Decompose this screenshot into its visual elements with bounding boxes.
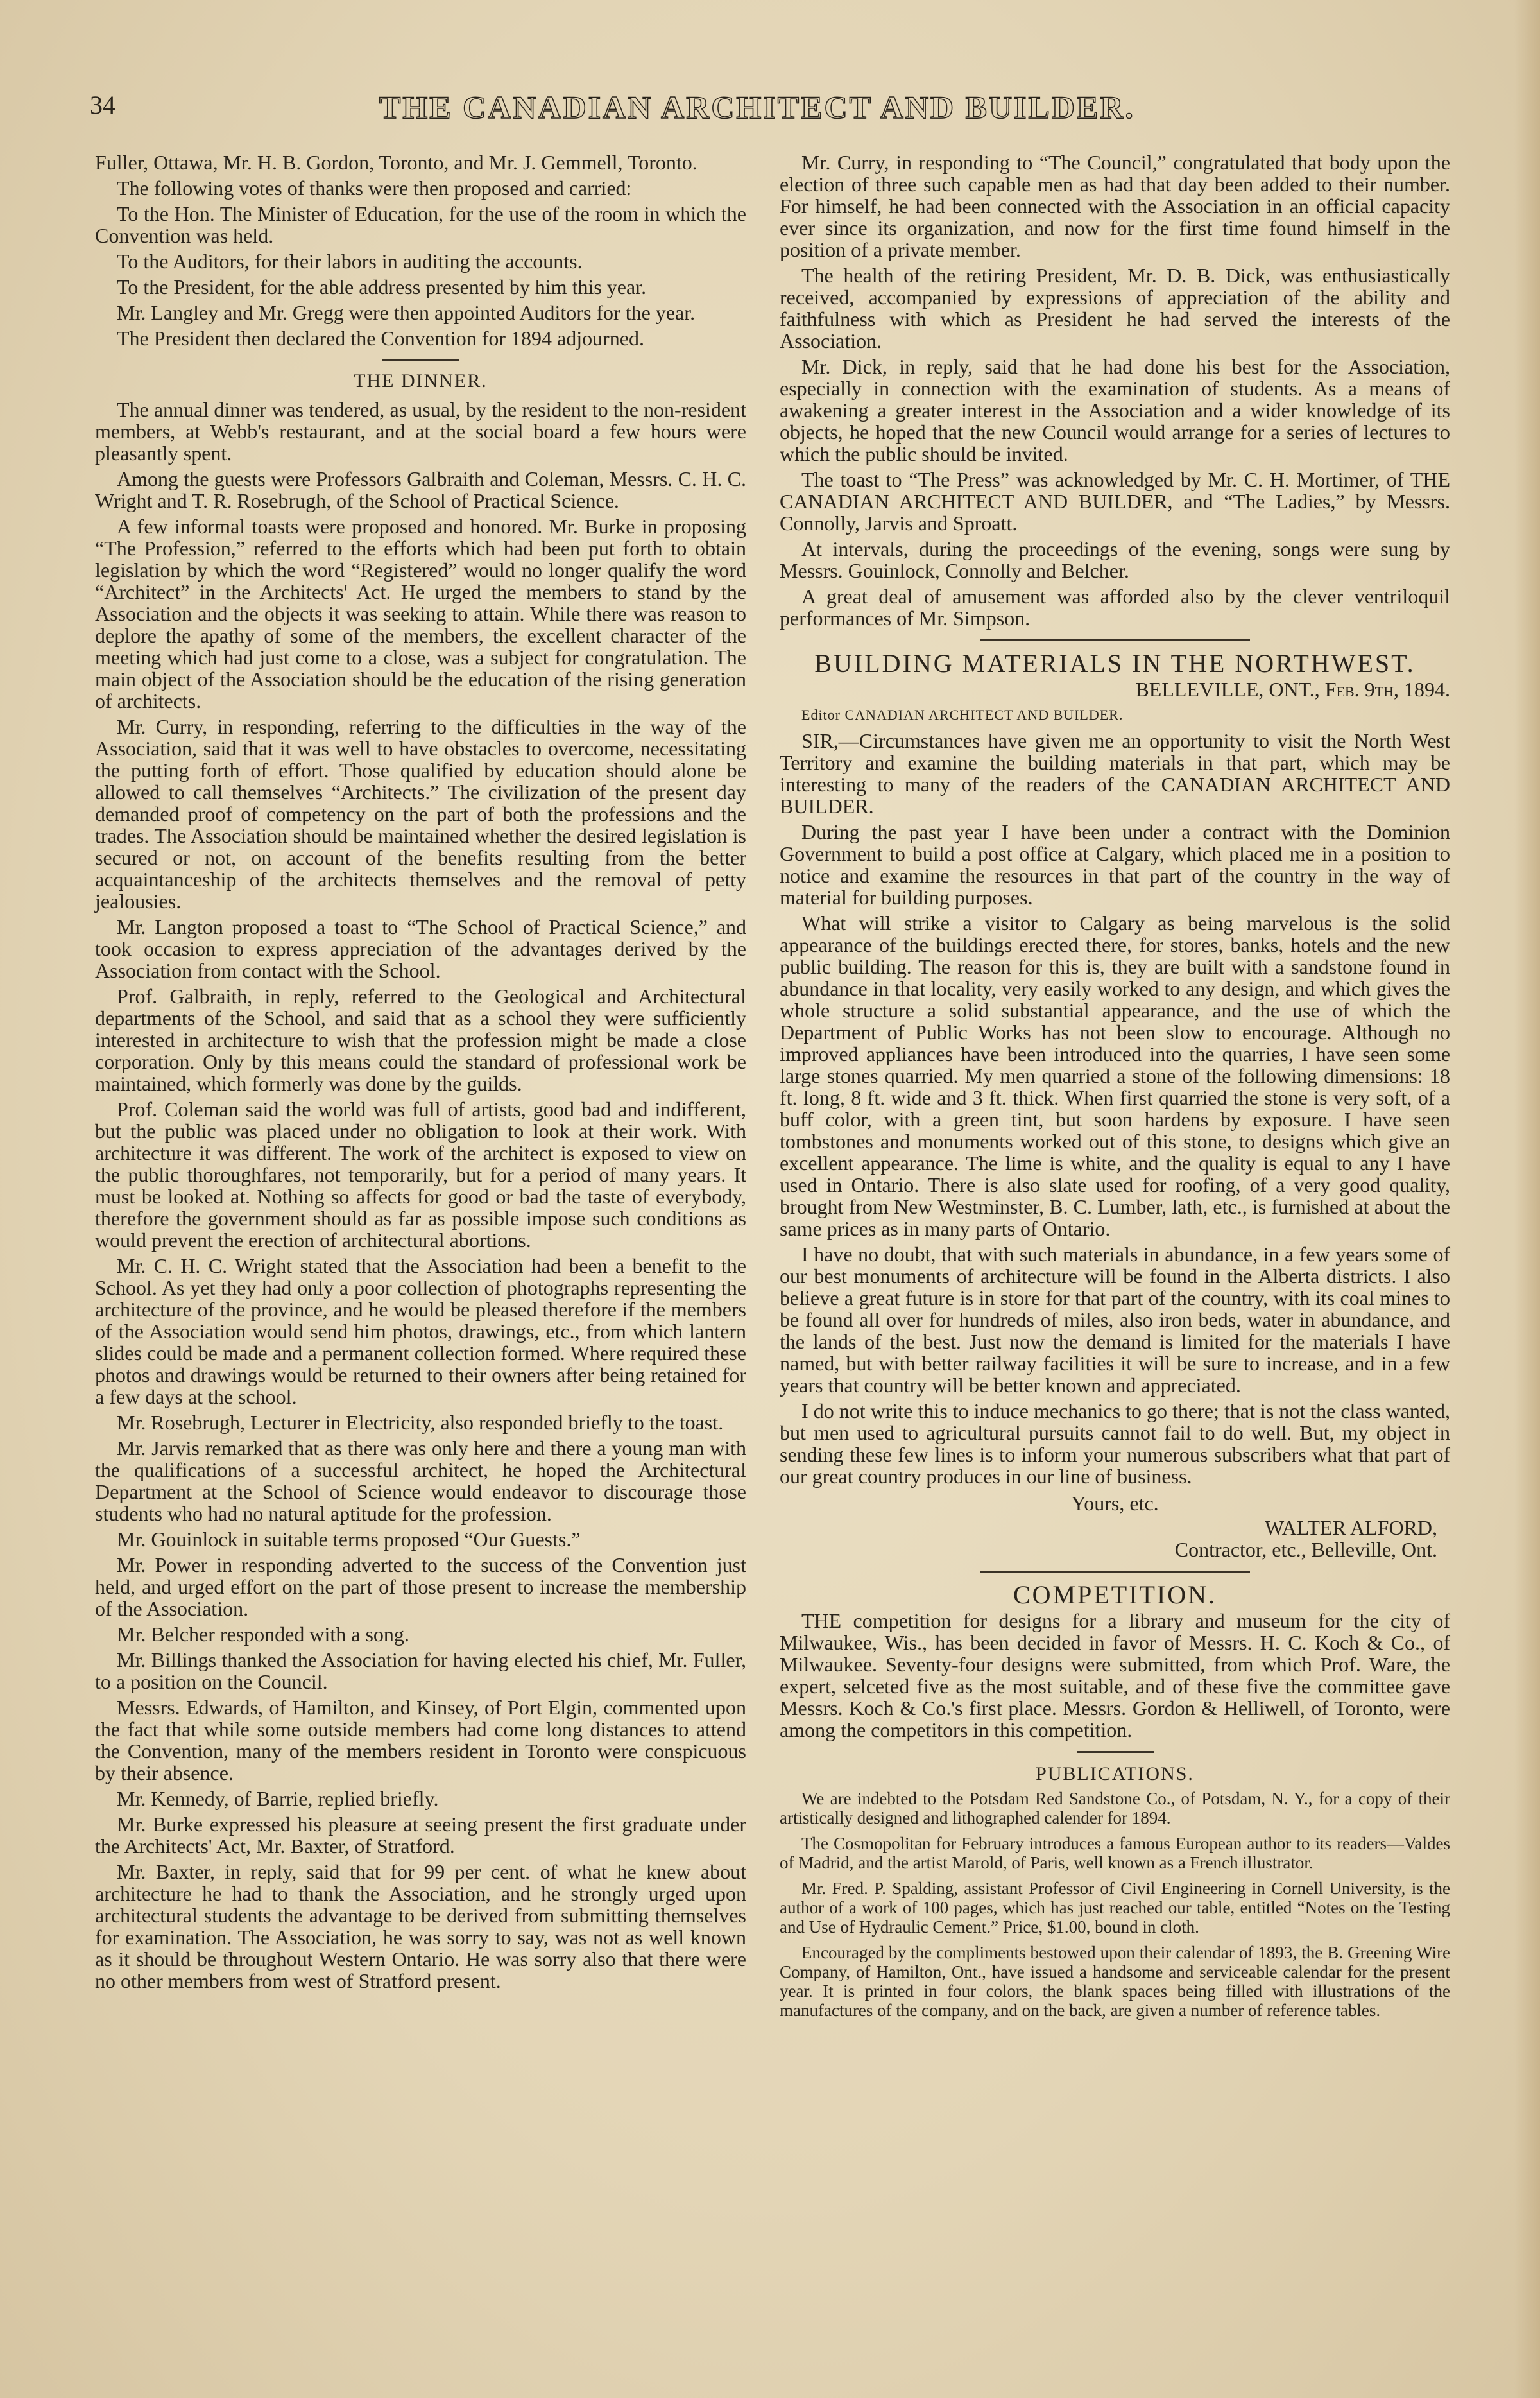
paragraph: Mr. Langton proposed a toast to “The School of Practical Science,” and took occasion to express appreciation of the advantages derived by the Association from contact with the School. [95,915,746,982]
publication-note: Encouraged by the compliments bestowed upon their calendar of 1893, the B. Greening Wire Company, of Hamilton, Ont., have issued a handsome and serviceable calendar for the present year. It is printed in four colors, the blank spaces being filled with illustrations of the manufactures of the company, and on the back, are given a number of reference tables. [780,1943,1450,2020]
page-edge [1514,0,1540,2398]
page-number: 34 [90,91,116,119]
right-column [780,151,1450,2026]
paragraph: The health of the retiring President, Mr. D. B. Dick, was enthusiastically received, accompanied by expressions of appreciation of the ability and faithfulness with which as President he had served the interests of the Association. [780,264,1450,352]
letter-signature: WALTER ALFORD, [1264,1516,1437,1539]
paragraph: What will strike a visitor to Calgary as being marvelous is the solid appearance of the buildings erected there, for stores, banks, hotels and the new public building. The reason for this is, they are built with a sandstone found in abundance in that locality, very easily worked to any design, and which gives the whole structure a solid substantial appearance, and the use of which the Department of Public Works has not been slow to encourage. Although no improved appliances have been introduced into the quarries, I have seen some large stones quarried. My men quarried a stone of the following dimensions: 18 ft. long, 8 ft. wide and 3 ft. thick. When first quarried the stone is very soft, of a buff color, with a green tint, but soon hardens by exposure. I have seen tombstones and monuments worked out of this stone, to designs which give an excellent appearance. The lime is white, and the quality is equal to any I have used in Ontario. There is also slate used for roofing, of a very good quality, brought from New Westminster, B. C. Lumber, lath, etc., is furnished at about the same prices as in many parts of Ontario. [780,911,1450,1240]
paragraph: Mr. Jarvis remarked that as there was only here and there a young man with the qualifications of a successful architect, he hoped the Architectural Department at the School of Science would endeavor to discourage those students who had no natural aptitude for the profession. [95,1436,746,1525]
paragraph: The President then declared the Convention for 1894 adjourned. [117,327,644,350]
section-divider [1077,1751,1154,1753]
paragraph: To the President, for the able address presented by him this year. [117,275,647,298]
paragraph: Mr. Dick, in reply, said that he had done his best for the Association, especially in connection with the examination of students. As a means of awakening a greater interest in the Association and a wider knowledge of its objects, he hoped that the new Council would arrange for a series of lectures to which the public should be invited. [780,355,1450,465]
publications-section [780,1763,1450,2020]
letter-closing: Yours, etc. [1071,1492,1159,1515]
section-divider [980,1571,1250,1573]
paragraph: I do not write this to induce mechanics to go there; that is not the class wanted, but men used to agricultural pursuits cannot fail to do well. But, my object in sending these few lines is to inform your numerous subscribers what that part of our great country produces in our line of business. [780,1399,1450,1488]
letter-dateline: BELLEVILLE, ONT., Feb. 9th, 1894. [1135,678,1450,701]
paragraph: Messrs. Edwards, of Hamilton, and Kinsey, of Port Elgin, commented upon the fact that while some outside members had come long distances to attend the Convention, many of the members resident in Toronto were conspicuous by their absence. [95,1696,746,1784]
left-column [95,151,746,1996]
paragraph: Mr. Power in responding adverted to the success of the Convention just held, and urged effort on the part of those present to increase the membership of the Association. [95,1553,746,1620]
paragraph: Mr. Gouinlock in suitable terms proposed “Our Guests.” [117,1528,581,1551]
section-heading-competition: COMPETITION. [1013,1580,1217,1609]
paragraph: Fuller, Ottawa, Mr. H. B. Gordon, Toronto, and Mr. J. Gemmell, Toronto. [95,151,697,174]
paragraph: Mr. Rosebrugh, Lecturer in Electricity, also responded briefly to the toast. [117,1411,724,1434]
section-divider [980,639,1250,641]
publication-note: We are indebted to the Potsdam Red Sandstone Co., of Potsdam, N. Y., for a copy of their artistically designed and lithographed calender for 1894. [780,1789,1450,1827]
paragraph: The following votes of thanks were then proposed and carried: [117,177,632,200]
section-divider [382,359,459,361]
paragraph: Mr. Burke expressed his pleasure at seeing present the first graduate under the Architects' Act, Mr. Baxter, of Stratford. [95,1813,746,1858]
publication-note: The Cosmopolitan for February introduces a famous European author to its readers—Valdes of Madrid, and the artist Marold, of Paris, well known as a French illustrator. [780,1834,1450,1872]
section-heading-building-materials: BUILDING MATERIALS IN THE NORTHWEST. [814,649,1416,678]
letter-signer-title: Contractor, etc., Belleville, Ont. [1174,1538,1437,1561]
paragraph: THE competition for designs for a library and museum for the city of Milwaukee, Wis., has been decided in favor of Messrs. H. C. Koch & Co., of Milwaukee. Seventy-four designs were submitted, from which Prof. Ware, the expert, selceted five as the most suitable, and of these five the committee gave Messrs. Koch & Co.'s first place. Messrs. Gordon & Helliwell, of Toronto, were among the competitors in this competition. [780,1609,1450,1741]
paragraph: Mr. Billings thanked the Association for having elected his chief, Mr. Fuller, to a position on the Council. [95,1648,746,1693]
section-heading-dinner: THE DINNER. [354,370,488,392]
paragraph: Mr. Kennedy, of Barrie, replied briefly. [117,1787,439,1810]
letter-addressee: Editor CANADIAN ARCHITECT AND BUILDER. [801,707,1124,723]
paragraph: Prof. Galbraith, in reply, referred to the Geological and Architectural departments of the School, and said that as a school they were sufficiently interested in architecture to wish that the profession might be made a close corporation. Only by this means could the standard of professional work be maintained, which formerly was done by the guilds. [95,985,746,1095]
masthead-title: THE CANADIAN ARCHITECT AND BUILDER. [379,89,1135,125]
paragraph: The toast to “The Press” was acknowledged by Mr. C. H. Mortimer, of THE CANADIAN ARCHITECT AND BUILDER, and “The Ladies,” by Messrs. Connolly, Jarvis and Sproatt. [780,468,1450,535]
paragraph: A few informal toasts were proposed and honored. Mr. Burke in proposing “The Profession,” referred to the efforts which had been put forth to obtain legislation by which the word “Registered” would no longer qualify the word “Architect” in the Architects' Act. He urged the members to stand by the Association and the objects it was seeking to attain. While there was reason to deplore the apathy of some of the members, the excellent character of the meeting which had just come to a close, was a subject for congratulation. The main object of the Association should be the education of the rising generation of architects. [95,515,746,712]
paragraph: To the Auditors, for their labors in auditing the accounts. [117,250,583,273]
paragraph: Mr. C. H. C. Wright stated that the Association had been a benefit to the School. As yet they had only a poor collection of photographs representing the architecture of the province, and he would be pleased therefore if the members of the Association would send him photos, drawings, etc., from which lantern slides could be made and a permanent collection formed. Where required these photos and drawings would be returned to their owners after being retained for a few days at the school. [95,1254,746,1408]
paragraph: Mr. Curry, in responding, referring to the difficulties in the way of the Association, said that it was well to have obstacles to overcome, necessitating the putting forth of effort. Those qualified by education should alone be allowed to call themselves “Architects.” The civilization of the present day demanded proof of competency on the part of both the professions and the trades. The Association should be maintained whether the desired legislation is secured or not, on account of the benefits resulting from the better acquaintanceship of the architects themselves and the removal of petty jealousies. [95,715,746,913]
section-heading-publications: PUBLICATIONS. [1036,1763,1194,1784]
paragraph: During the past year I have been under a contract with the Dominion Government to build a post office at Calgary, which placed me in a position to notice and examine the resources in that part of the country in the way of material for building purposes. [780,820,1450,909]
paragraph: Mr. Baxter, in reply, said that for 99 per cent. of what he knew about architecture he had to thank the Association, and he strongly urged upon architectural students the advantage to be derived from submitting themselves for examination. The Association, he was sorry to say, was not as well known as it should be throughout Western Ontario. He was sorry also that there were no other members from west of Stratford present. [95,1860,746,1992]
paragraph: Mr. Belcher responded with a song. [117,1623,409,1646]
paragraph: Mr. Langley and Mr. Gregg were then appointed Auditors for the year. [117,301,696,324]
paragraph: I have no doubt, that with such materials in abundance, in a few years some of our best monuments of architecture will be found in the Alberta districts. I also believe a great future is in store for that part of the country, with its coal mines to be found all over for hundreds of miles, also iron beds, water in abundance, and the lands of the best. Just now the demand is limited for the materials I have named, but with better railway facilities it will be sure to increase, and in a few years that country will be better known and appreciated. [780,1243,1450,1397]
paragraph: Prof. Coleman said the world was full of artists, good bad and indifferent, but the public was placed under no obligation to look at their work. With architecture it was different. The work of the architect is exposed to view on the public thoroughfares, not temporarily, but for a period of many years. It must be looked at. Nothing so affects for good or bad the taste of everybody, therefore the government should as far as possible impose such conditions as would prevent the erection of architectural abortions. [95,1098,746,1252]
paragraph: A great deal of amusement was afforded also by the clever ventriloquil performances of Mr. Simpson. [780,585,1450,630]
paragraph: The annual dinner was tendered, as usual, by the resident to the non-resident members, at Webb's restaurant, and at the social board a few hours were pleasantly spent. [95,398,746,465]
paragraph: SIR,—Circumstances have given me an opportunity to visit the North West Territory and examine the building materials in that part, which may be interesting to many of the readers of the CANADIAN ARCHITECT AND BUILDER. [780,729,1450,818]
paragraph: To the Hon. The Minister of Education, for the use of the room in which the Convention was held. [95,202,746,247]
publication-note: Mr. Fred. P. Spalding, assistant Professor of Civil Engineering in Cornell University, is the author of a work of 100 pages, which has just reached our table, entitled “Notes on the Testing and Use of Hydraulic Cement.” Price, $1.00, bound in cloth. [780,1879,1450,1937]
paragraph: Mr. Curry, in responding to “The Council,” congratulated that body upon the election of three such capable men as had that day been added to their number. For himself, he had been connected with the Association in an official capacity ever since its organization, and now for the first time found himself in the position of a private member. [780,151,1450,261]
paragraph: Among the guests were Professors Galbraith and Coleman, Messrs. C. H. C. Wright and T. R. Rosebrugh, of the School of Practical Science. [95,467,746,512]
paragraph: At intervals, during the proceedings of the evening, songs were sung by Messrs. Gouinlock, Connolly and Belcher. [780,537,1450,582]
